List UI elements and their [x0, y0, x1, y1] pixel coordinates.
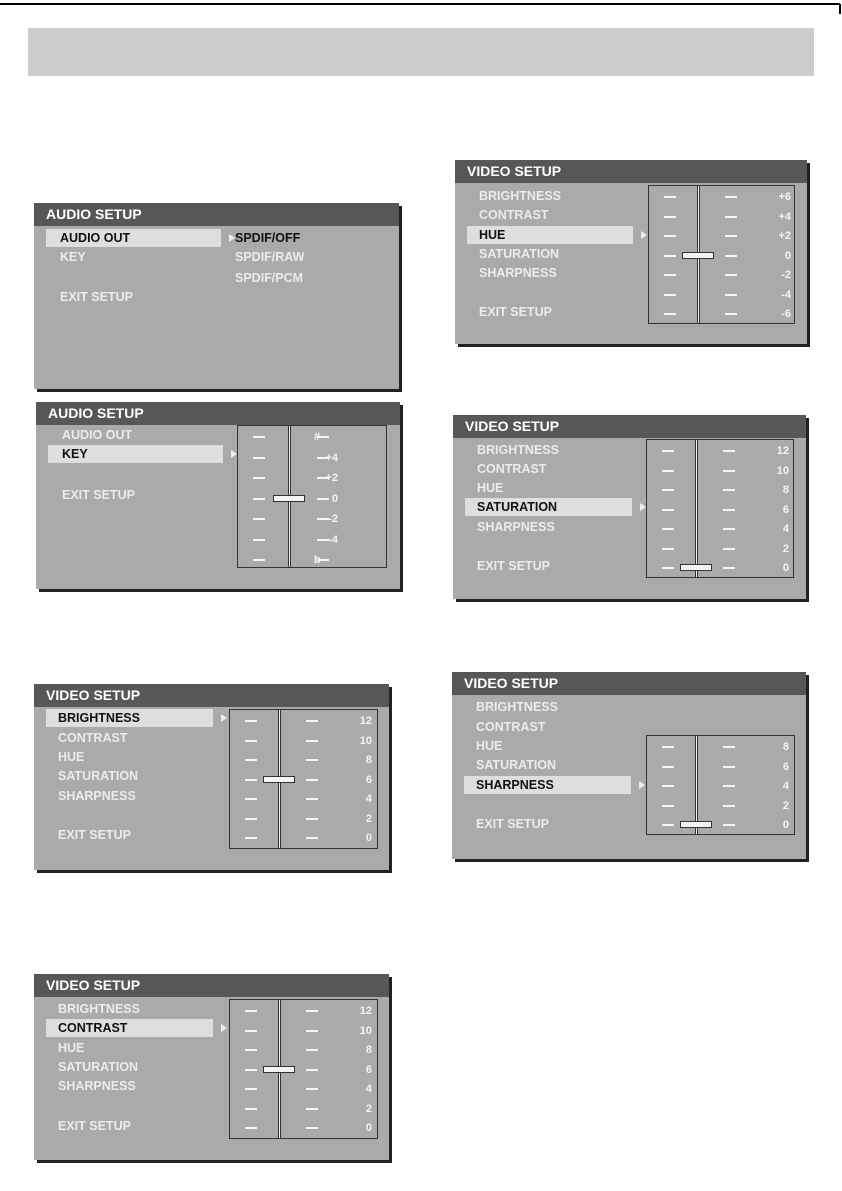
- scale-tick: [725, 294, 737, 296]
- menu-item-sharpness[interactable]: SHARPNESS: [477, 520, 555, 534]
- scale-label: 10: [776, 464, 789, 477]
- menu-item-sharpness[interactable]: SHARPNESS: [58, 789, 136, 803]
- option-spdif-pcm[interactable]: SPDIF/PCM: [235, 271, 304, 285]
- scale-label: 10: [359, 734, 372, 747]
- brightness-slider[interactable]: [229, 709, 378, 849]
- slider-track[interactable]: [695, 440, 698, 577]
- menu-item-contrast[interactable]: CONTRAST: [46, 1019, 213, 1037]
- scale-tick: [253, 457, 265, 459]
- menu-item-sharpness[interactable]: SHARPNESS: [464, 776, 631, 794]
- menu-item-saturation[interactable]: SATURATION: [479, 247, 560, 261]
- scale-tick: [245, 740, 257, 742]
- brightness-panel: [34, 684, 389, 870]
- audio-out-panel: [34, 203, 399, 389]
- menu-item-contrast[interactable]: CONTRAST: [58, 731, 128, 745]
- scale-label: -2: [328, 513, 338, 525]
- scale-tick: [245, 1108, 257, 1110]
- scale-tick: [245, 720, 257, 722]
- scale-tick: [253, 559, 265, 561]
- scale-tick: [725, 216, 737, 218]
- scale-tick: [245, 779, 257, 781]
- scale-label: 8: [365, 754, 372, 766]
- menu-item-brightness[interactable]: BRIGHTNESS: [479, 189, 561, 203]
- header-bar: [28, 28, 814, 76]
- scale-tick: [245, 1049, 257, 1051]
- menu-item-contrast[interactable]: CONTRAST: [477, 462, 547, 476]
- menu-item-sharpness[interactable]: SHARPNESS: [58, 1079, 136, 1093]
- scale-tick: [662, 746, 674, 748]
- scale-tick: [245, 1088, 257, 1090]
- scale-tick: [662, 785, 674, 787]
- scale-tick: [662, 548, 674, 550]
- scale-label: +6: [778, 191, 791, 203]
- scale-label: 12: [359, 715, 372, 727]
- scale-tick: [723, 766, 735, 768]
- scale-tick: [253, 436, 265, 438]
- menu-item-audio-out[interactable]: AUDIO OUT: [62, 428, 133, 442]
- scale-tick: [723, 567, 735, 569]
- scale-label: 2: [782, 799, 789, 812]
- scale-tick: [245, 818, 257, 820]
- menu-item-brightness[interactable]: BRIGHTNESS: [476, 700, 558, 714]
- scale-tick: [664, 274, 676, 276]
- panel-title: VIDEO SETUP: [453, 415, 806, 438]
- scale-label: 6: [365, 1063, 372, 1076]
- scale-label: 0: [331, 492, 338, 505]
- option-spdif-off[interactable]: SPDIF/OFF: [235, 231, 301, 245]
- scale-tick: [245, 1010, 257, 1012]
- scale-label: 2: [365, 1102, 372, 1115]
- panel-title: AUDIO SETUP: [36, 402, 400, 425]
- scale-tick: [723, 548, 735, 550]
- contrast-panel: [34, 974, 389, 1160]
- contrast-slider[interactable]: [229, 999, 378, 1139]
- option-spdif-raw[interactable]: SPDIF/RAW: [235, 250, 305, 264]
- menu-item-saturation[interactable]: SATURATION: [476, 758, 557, 772]
- slider-track[interactable]: [695, 736, 698, 834]
- scale-label: 8: [782, 741, 789, 753]
- scale-tick: [662, 489, 674, 491]
- scale-label: 6: [365, 773, 372, 786]
- slider-knob[interactable]: [682, 252, 714, 259]
- hue-panel: [455, 160, 807, 344]
- scale-tick: [723, 509, 735, 511]
- menu-item-hue[interactable]: HUE: [467, 226, 633, 244]
- scale-tick: [245, 1030, 257, 1032]
- slider-knob[interactable]: [680, 821, 712, 828]
- scale-tick: [306, 837, 318, 839]
- scale-label: 0: [365, 832, 372, 844]
- scale-label: -4: [328, 533, 338, 546]
- scale-tick: [723, 785, 735, 787]
- scale-tick: [662, 567, 674, 569]
- scale-tick: [725, 255, 737, 257]
- scale-tick: [662, 509, 674, 511]
- menu-item-audio-out[interactable]: AUDIO OUT: [46, 229, 221, 247]
- scale-label: 6: [782, 503, 789, 516]
- scale-label: -6: [781, 308, 791, 320]
- panel-title: AUDIO SETUP: [34, 203, 399, 226]
- sharpness-slider[interactable]: [646, 735, 795, 835]
- scale-label: 0: [782, 562, 789, 574]
- scale-label: 12: [776, 445, 789, 457]
- scale-label: 4: [782, 780, 789, 792]
- scale-label: 8: [365, 1044, 372, 1056]
- scale-tick: [306, 1088, 318, 1090]
- slider-knob[interactable]: [680, 564, 712, 571]
- scale-tick: [725, 235, 737, 237]
- scale-tick: [245, 837, 257, 839]
- scale-label: 4: [365, 793, 372, 805]
- scale-tick: [245, 1069, 257, 1071]
- scale-tick: [253, 477, 265, 479]
- menu-item-sharpness[interactable]: SHARPNESS: [479, 266, 557, 280]
- key-slider[interactable]: [237, 425, 387, 568]
- scale-tick: [723, 489, 735, 491]
- menu-item-exit-setup[interactable]: EXIT SETUP: [58, 828, 131, 842]
- scale-label: 4: [365, 1083, 372, 1095]
- menu-item-key[interactable]: KEY: [60, 250, 86, 264]
- scale-tick: [306, 1010, 318, 1012]
- scale-tick: [664, 313, 676, 315]
- saturation-panel: [453, 415, 806, 599]
- scale-tick: [245, 798, 257, 800]
- scale-label: +4: [325, 451, 338, 464]
- scale-tick: [662, 470, 674, 472]
- scale-label: -4: [781, 288, 791, 301]
- scale-tick: [662, 528, 674, 530]
- scale-label: 4: [782, 523, 789, 535]
- cut-line: [0, 0, 842, 14]
- scale-label: 6: [782, 760, 789, 773]
- scale-tick: [664, 235, 676, 237]
- scale-tick: [306, 1030, 318, 1032]
- scale-tick: [723, 805, 735, 807]
- scale-tick: [306, 1108, 318, 1110]
- scale-tick: [306, 720, 318, 722]
- scale-tick: [664, 216, 676, 218]
- scale-label: 10: [359, 1024, 372, 1037]
- scale-label: b: [314, 554, 321, 566]
- scale-tick: [723, 470, 735, 472]
- sharpness-panel: [452, 672, 806, 859]
- menu-item-hue[interactable]: HUE: [477, 481, 504, 495]
- scale-tick: [253, 539, 265, 541]
- scale-label: +2: [778, 230, 791, 242]
- hue-slider[interactable]: [648, 185, 795, 324]
- menu-item-exit-setup[interactable]: EXIT SETUP: [476, 817, 549, 831]
- scale-label: #: [314, 431, 321, 443]
- scale-tick: [306, 818, 318, 820]
- scale-label: 8: [782, 484, 789, 496]
- panel-title: VIDEO SETUP: [452, 672, 806, 695]
- slider-knob[interactable]: [263, 1066, 295, 1073]
- panel-title: VIDEO SETUP: [34, 974, 389, 997]
- scale-label: 0: [784, 249, 791, 262]
- scale-tick: [306, 798, 318, 800]
- scale-tick: [306, 1069, 318, 1071]
- scale-tick: [725, 196, 737, 198]
- key-panel: [36, 402, 400, 589]
- scale-tick: [725, 274, 737, 276]
- scale-tick: [662, 824, 674, 826]
- scale-tick: [664, 196, 676, 198]
- saturation-slider[interactable]: [646, 439, 794, 578]
- scale-label: 2: [365, 812, 372, 825]
- menu-item-brightness[interactable]: BRIGHTNESS: [477, 443, 559, 457]
- menu-item-exit-setup[interactable]: EXIT SETUP: [58, 1119, 131, 1133]
- scale-tick: [306, 1049, 318, 1051]
- menu-item-saturation[interactable]: SATURATION: [465, 498, 632, 516]
- scale-label: +4: [778, 210, 791, 223]
- menu-item-hue[interactable]: HUE: [58, 1041, 85, 1055]
- panel-title: VIDEO SETUP: [455, 160, 807, 183]
- scale-tick: [664, 294, 676, 296]
- menu-item-saturation[interactable]: SATURATION: [58, 1060, 139, 1074]
- menu-item-exit-setup[interactable]: EXIT SETUP: [62, 488, 135, 502]
- scale-label: 0: [365, 1122, 372, 1134]
- menu-item-saturation[interactable]: SATURATION: [58, 769, 139, 783]
- menu-item-exit-setup[interactable]: EXIT SETUP: [479, 305, 552, 319]
- scale-label: 2: [782, 542, 789, 555]
- scale-tick: [662, 805, 674, 807]
- scale-tick: [245, 1127, 257, 1129]
- scale-tick: [723, 746, 735, 748]
- menu-item-exit-setup[interactable]: EXIT SETUP: [477, 559, 550, 573]
- scale-tick: [664, 255, 676, 257]
- scale-tick: [306, 779, 318, 781]
- scale-tick: [723, 450, 735, 452]
- menu-item-brightness[interactable]: BRIGHTNESS: [46, 709, 213, 727]
- scale-tick: [306, 759, 318, 761]
- slider-knob[interactable]: [273, 495, 305, 502]
- menu-item-key[interactable]: KEY: [48, 445, 223, 463]
- scale-label: 12: [359, 1005, 372, 1017]
- scale-tick: [723, 824, 735, 826]
- scale-tick: [253, 498, 265, 500]
- scale-tick: [306, 740, 318, 742]
- scale-label: -2: [781, 269, 791, 281]
- scale-tick: [253, 518, 265, 520]
- menu-item-contrast[interactable]: CONTRAST: [479, 208, 549, 222]
- scale-label: 0: [782, 819, 789, 831]
- panel-title: VIDEO SETUP: [34, 684, 389, 707]
- scale-tick: [245, 759, 257, 761]
- menu-item-hue[interactable]: HUE: [58, 750, 85, 764]
- scale-tick: [306, 1127, 318, 1129]
- scale-tick: [662, 766, 674, 768]
- scale-label: +2: [325, 472, 338, 484]
- scale-tick: [723, 528, 735, 530]
- menu-item-hue[interactable]: HUE: [476, 739, 503, 753]
- scale-tick: [725, 313, 737, 315]
- menu-item-contrast[interactable]: CONTRAST: [476, 720, 546, 734]
- menu-item-exit-setup[interactable]: EXIT SETUP: [60, 290, 133, 304]
- scale-tick: [662, 450, 674, 452]
- slider-knob[interactable]: [263, 776, 295, 783]
- menu-item-brightness[interactable]: BRIGHTNESS: [58, 1002, 140, 1016]
